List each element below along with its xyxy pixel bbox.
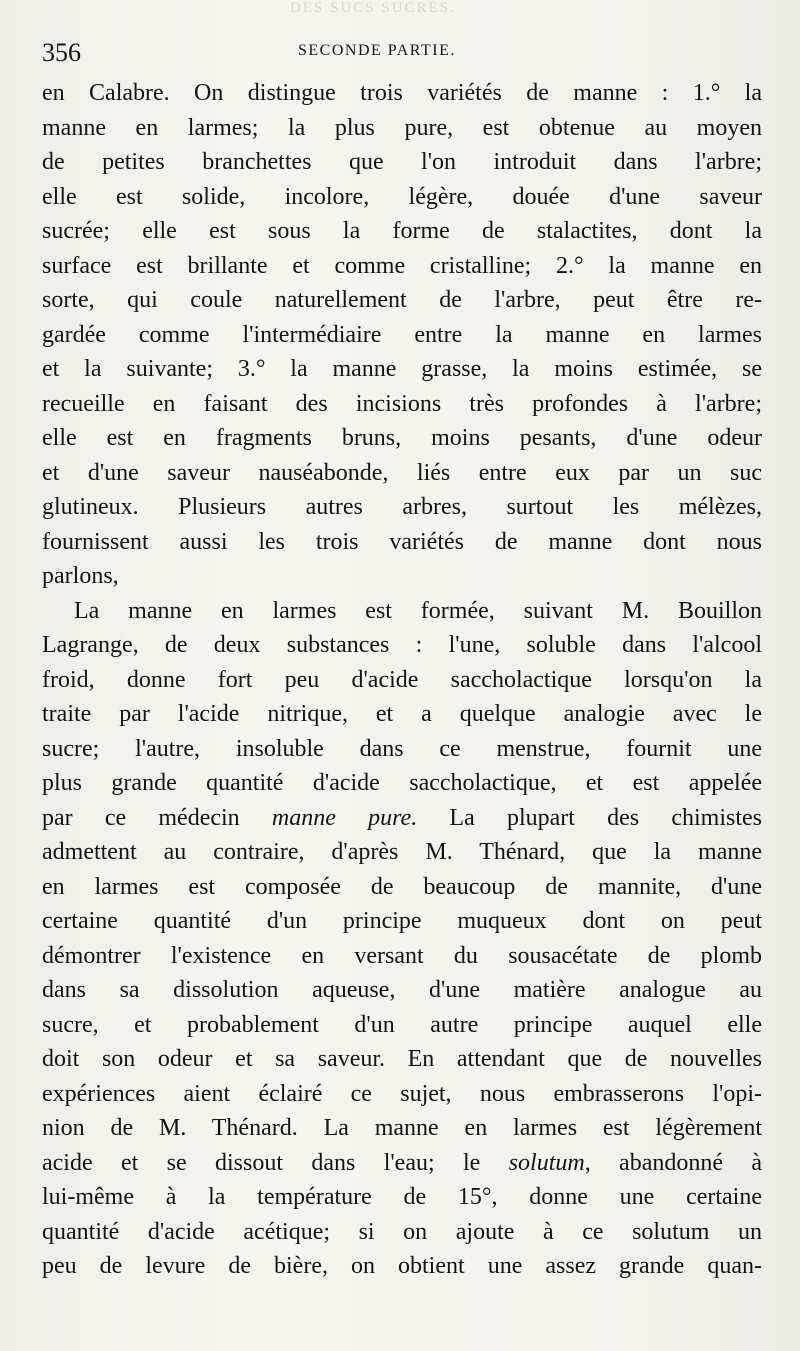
text-line: peu de levure de bière, on obtient une assez grande quan- — [42, 1253, 762, 1279]
paragraph-2 — [42, 594, 762, 1284]
text-line: dans sa dissolution aqueuse, d'une matière analogue au — [42, 977, 762, 1003]
text-line: Lagrange, de deux substances : l'une, soluble dans l'alcool — [42, 632, 762, 658]
text-segment: , abandonné à — [584, 1149, 763, 1176]
text-line: elle est en fragments bruns, moins pesants, d'une odeur — [42, 425, 762, 451]
text-line: sorte, qui coule naturellement de l'arbre, peut être re- — [42, 287, 762, 313]
text-line: sucrée; elle est sous la forme de stalactites, dont la — [42, 218, 762, 244]
text-line: nion de M. Thénard. La manne en larmes est légèrement — [42, 1115, 762, 1141]
text-line: manne en larmes; la plus pure, est obtenue au moyen — [42, 114, 762, 141]
running-head: SECONDE PARTIE. — [298, 42, 456, 59]
body-text — [42, 76, 762, 1284]
text-line: de petites branchettes que l'on introduit dans l'arbre; — [42, 149, 762, 175]
text-line — [42, 1146, 762, 1181]
text-segment: par ce médecin — [42, 804, 272, 831]
text-line: plus grande quantité d'acide saccholactique, et est appelée — [42, 770, 762, 796]
text-line: quantité d'acide acétique; si on ajoute à ce solutum un — [42, 1218, 762, 1245]
text-line: glutineux. Plusieurs autres arbres, surtout les mélèzes, — [42, 494, 762, 520]
text-line: parlons, — [42, 563, 119, 589]
text-line: démontrer l'existence en versant du sousacétate de plomb — [42, 942, 762, 969]
text-line: traite par l'acide nitrique, et a quelque analogie avec le — [42, 701, 762, 727]
page-number: 356 — [42, 38, 81, 67]
text-line: gardée comme l'intermédiaire entre la manne en larmes — [42, 321, 762, 348]
text-line: surface est brillante et comme cristalline; 2.° la manne en — [42, 252, 762, 279]
text-line: certaine quantité d'un principe muqueux dont on peut — [42, 908, 762, 934]
text-line — [42, 801, 762, 836]
text-line: en Calabre. On distingue trois variétés de manne : 1.° la — [42, 80, 762, 106]
italic-term: manne pure. — [271, 804, 418, 831]
text-line: lui-même à la température de 15°, donne une certaine — [42, 1184, 762, 1210]
bleed-through-text: DES SUCS SUCRÉS. — [290, 0, 456, 16]
text-line: recueille en faisant des incisions très profondes à l'arbre; — [42, 390, 762, 417]
text-segment: La plupart des chimistes — [417, 804, 762, 831]
text-line: en larmes est composée de beaucoup de mannite, d'une — [42, 873, 762, 900]
paragraph-1 — [42, 76, 762, 594]
text-line: et la suivante; 3.° la manne grasse, la moins estimée, se — [42, 356, 762, 382]
page-header — [42, 36, 762, 72]
text-line: elle est solide, incolore, légère, douée d'une saveur — [42, 183, 762, 210]
text-segment: acide et se dissout dans l'eau; le — [42, 1149, 509, 1176]
text-line: admettent au contraire, d'après M. Thénard, que la manne — [42, 839, 762, 865]
text-line: doit son odeur et sa saveur. En attendant que de nouvelles — [42, 1046, 762, 1072]
text-line: expériences aient éclairé ce sujet, nous embrasserons l'opi- — [42, 1080, 762, 1107]
text-line: sucre, et probablement d'un autre principe auquel elle — [42, 1011, 762, 1038]
text-line: sucre; l'autre, insoluble dans ce menstrue, fournit une — [42, 735, 762, 762]
text-line: et d'une saveur nauséabonde, liés entre eux par un suc — [42, 459, 762, 486]
italic-term: solutum — [508, 1149, 585, 1176]
text-line: fournissent aussi les trois variétés de manne dont nous — [42, 528, 762, 555]
text-line: La manne en larmes est formée, suivant M. Bouillon — [74, 597, 762, 624]
text-line: froid, donne fort peu d'acide saccholactique lorsqu'on la — [42, 666, 762, 693]
